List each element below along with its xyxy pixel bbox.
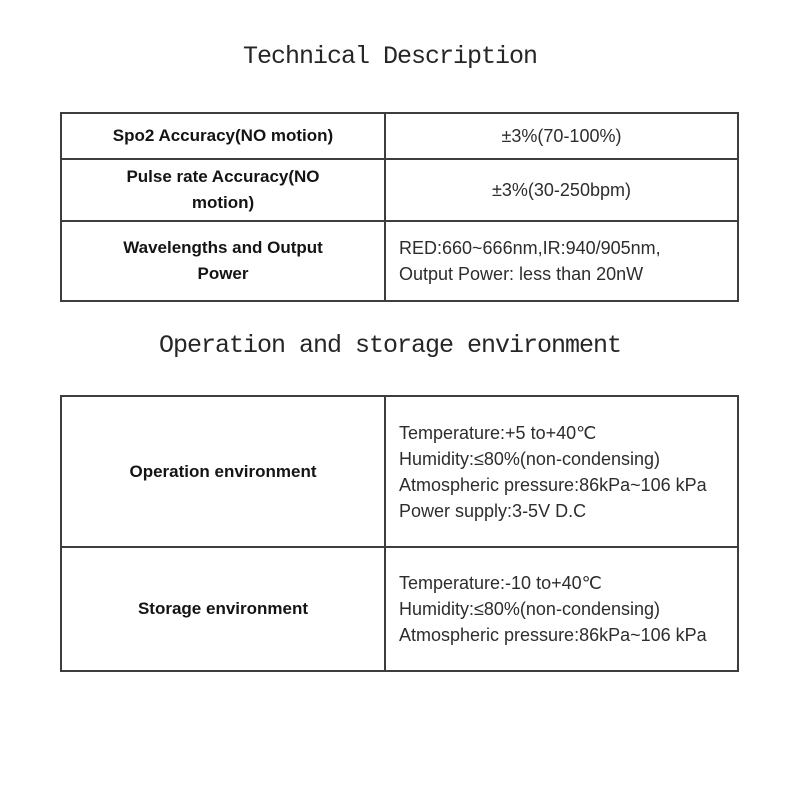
value-line: Humidity:≤80%(non-condensing) — [399, 448, 661, 469]
row-value-cell — [386, 397, 737, 546]
environment-table — [60, 395, 739, 672]
table-row-spo2-accuracy — [62, 114, 737, 160]
row-label-cell — [62, 160, 386, 220]
value-line: RED:660~666nm,IR:940/905nm, — [399, 238, 661, 258]
value-line: ±3%(70-100%) — [501, 126, 622, 146]
table-row-pulse-rate-accuracy — [62, 160, 737, 222]
value-line: Atmospheric pressure:86kPa~106 kPa — [399, 625, 707, 645]
table-row-storage-environment — [62, 548, 737, 670]
value-line: Atmospheric pressure:86kPa~106 kPa — [399, 474, 707, 495]
row-value-cell — [386, 548, 737, 670]
table-row-operation-environment — [62, 397, 737, 548]
value-line: ±3%(30-250bpm) — [492, 180, 631, 200]
value-line: Temperature:-10 to+40℃ — [399, 573, 602, 593]
operation-storage-environment-title: Operation and storage environment — [158, 331, 622, 360]
table-row-wavelengths-output-power — [62, 222, 737, 300]
row-label-cell — [62, 222, 386, 300]
row-value-cell — [386, 222, 737, 300]
label-line: Power — [197, 264, 249, 283]
label-line: Operation environment — [129, 461, 317, 481]
row-value-cell — [386, 114, 737, 158]
value-line: Output Power: less than 20nW — [399, 264, 644, 284]
technical-description-table — [60, 112, 739, 302]
row-label-cell — [62, 397, 386, 546]
label-line: Spo2 Accuracy(NO motion) — [112, 126, 334, 145]
label-line: motion) — [191, 193, 255, 212]
label-line: Pulse rate Accuracy(NO — [126, 167, 320, 186]
label-line: Wavelengths and Output — [123, 238, 323, 257]
technical-description-title: Technical Description — [242, 42, 538, 71]
value-line: Humidity:≤80%(non-condensing) — [399, 599, 661, 619]
row-value-cell — [386, 160, 737, 220]
label-line: Storage environment — [137, 599, 309, 618]
value-line: Power supply:3-5V D.C — [399, 500, 587, 521]
row-label-cell — [62, 114, 386, 158]
value-line: Temperature:+5 to+40℃ — [399, 422, 597, 443]
row-label-cell — [62, 548, 386, 670]
